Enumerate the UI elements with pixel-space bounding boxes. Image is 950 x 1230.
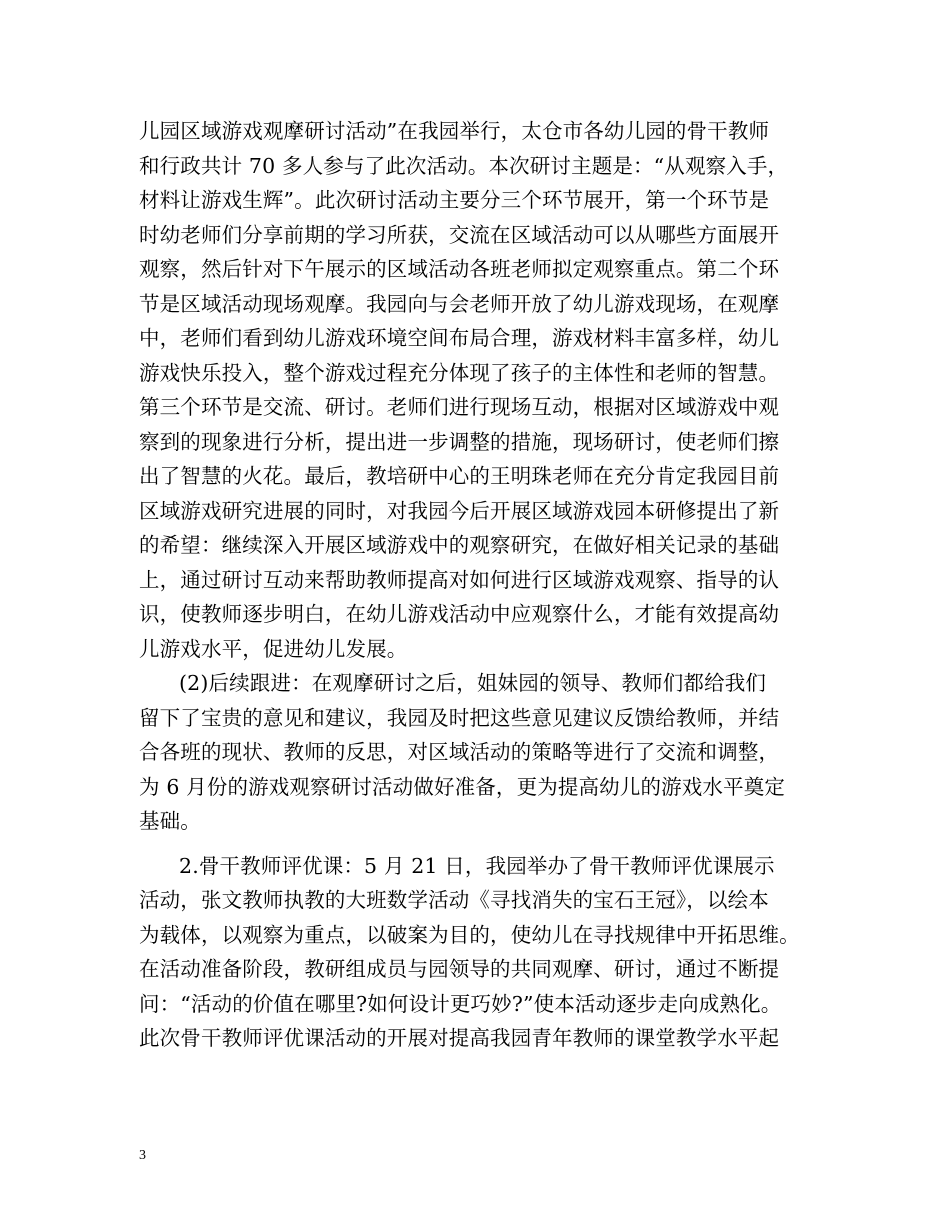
text-line: 儿游戏水平，促进幼儿发展。: [139, 636, 408, 661]
text-line: 区域游戏研究进展的同时，对我园今后开展区域游戏园本研修提出了新: [139, 498, 780, 523]
text-line: 问：“活动的价值在哪里?如何设计更巧妙?”使本活动逐步走向成熟化。: [139, 991, 782, 1016]
text-line: 儿园区域游戏观摩研讨活动”在我园举行，太仓市各幼儿园的骨干教师: [139, 119, 770, 143]
paragraph-gap: [139, 839, 829, 849]
text-line: 在活动准备阶段，教研组成员与园领导的共同观摩、研讨，通过不断提: [139, 957, 780, 981]
text-line: 为载体，以观察为重点，以破案为目的，使幼儿在寻找规律中开拓思维。: [139, 922, 800, 947]
text-line: 上，通过研讨互动来帮助教师提高对如何进行区域游戏观察、指导的认: [139, 567, 780, 592]
text-line: 出了智慧的火花。最后，教培研中心的王明珠老师在充分肯定我园目前: [139, 464, 780, 488]
page-number: 3: [139, 1148, 146, 1163]
text-line: 活动，张文教师执教的大班数学活动《寻找消失的宝石王冠》，以绘本: [139, 888, 769, 912]
text-line: 的希望：继续深入开展区域游戏中的观察研究，在做好相关记录的基础: [139, 533, 780, 557]
text-line: (2)后续跟进：在观摩研讨之后，姐妹园的领导、教师们都给我们: [179, 671, 767, 695]
text-line: 识，使教师逐步明白，在幼儿游戏活动中应观察什么，才能有效提高幼: [139, 602, 780, 626]
text-line: 中，老师们看到幼儿游戏环境空间布局合理，游戏材料丰富多样，幼儿: [139, 326, 780, 350]
text-line: 为 6 月份的游戏观察研讨活动做好准备，更为提高幼儿的游戏水平奠定: [139, 774, 786, 799]
text-line: 此次骨干教师评优课活动的开展对提高我园青年教师的课堂教学水平起: [139, 1026, 780, 1050]
text-line: 材料让游戏生辉”。此次研讨活动主要分三个环节展开，第一个环节是: [139, 188, 770, 212]
text-line: 和行政共计 70 多人参与了此次活动。本次研讨主题是：“从观察入手，: [139, 153, 789, 178]
text-line: 第三个环节是交流、研讨。老师们进行现场互动，根据对区域游戏中观: [139, 395, 780, 419]
text-line: 游戏快乐投入，整个游戏过程充分体现了孩子的主体性和老师的智慧。: [139, 360, 780, 385]
text-line: 基础。: [139, 809, 201, 833]
text-line: 观察，然后针对下午展示的区域活动各班老师拟定观察重点。第二个环: [139, 257, 780, 281]
text-line: 节是区域活动现场观摩。我园向与会老师开放了幼儿游戏现场，在观摩: [139, 291, 780, 316]
text-line: 察到的现象进行分析，提出进一步调整的措施，现场研讨，使老师们擦: [139, 429, 780, 454]
text-line: 时幼老师们分享前期的学习所获，交流在区域活动可以从哪些方面展开: [139, 222, 780, 247]
text-line: 2.骨干教师评优课：5 月 21 日，我园举办了骨干教师评优课展示: [179, 853, 775, 878]
text-line: 留下了宝贵的意见和建议，我园及时把这些意见建议反馈给教师，并结: [139, 705, 780, 730]
body-text: [139, 114, 829, 1056]
text-line: 合各班的现状、教师的反思，对区域活动的策略等进行了交流和调整，: [139, 740, 780, 764]
